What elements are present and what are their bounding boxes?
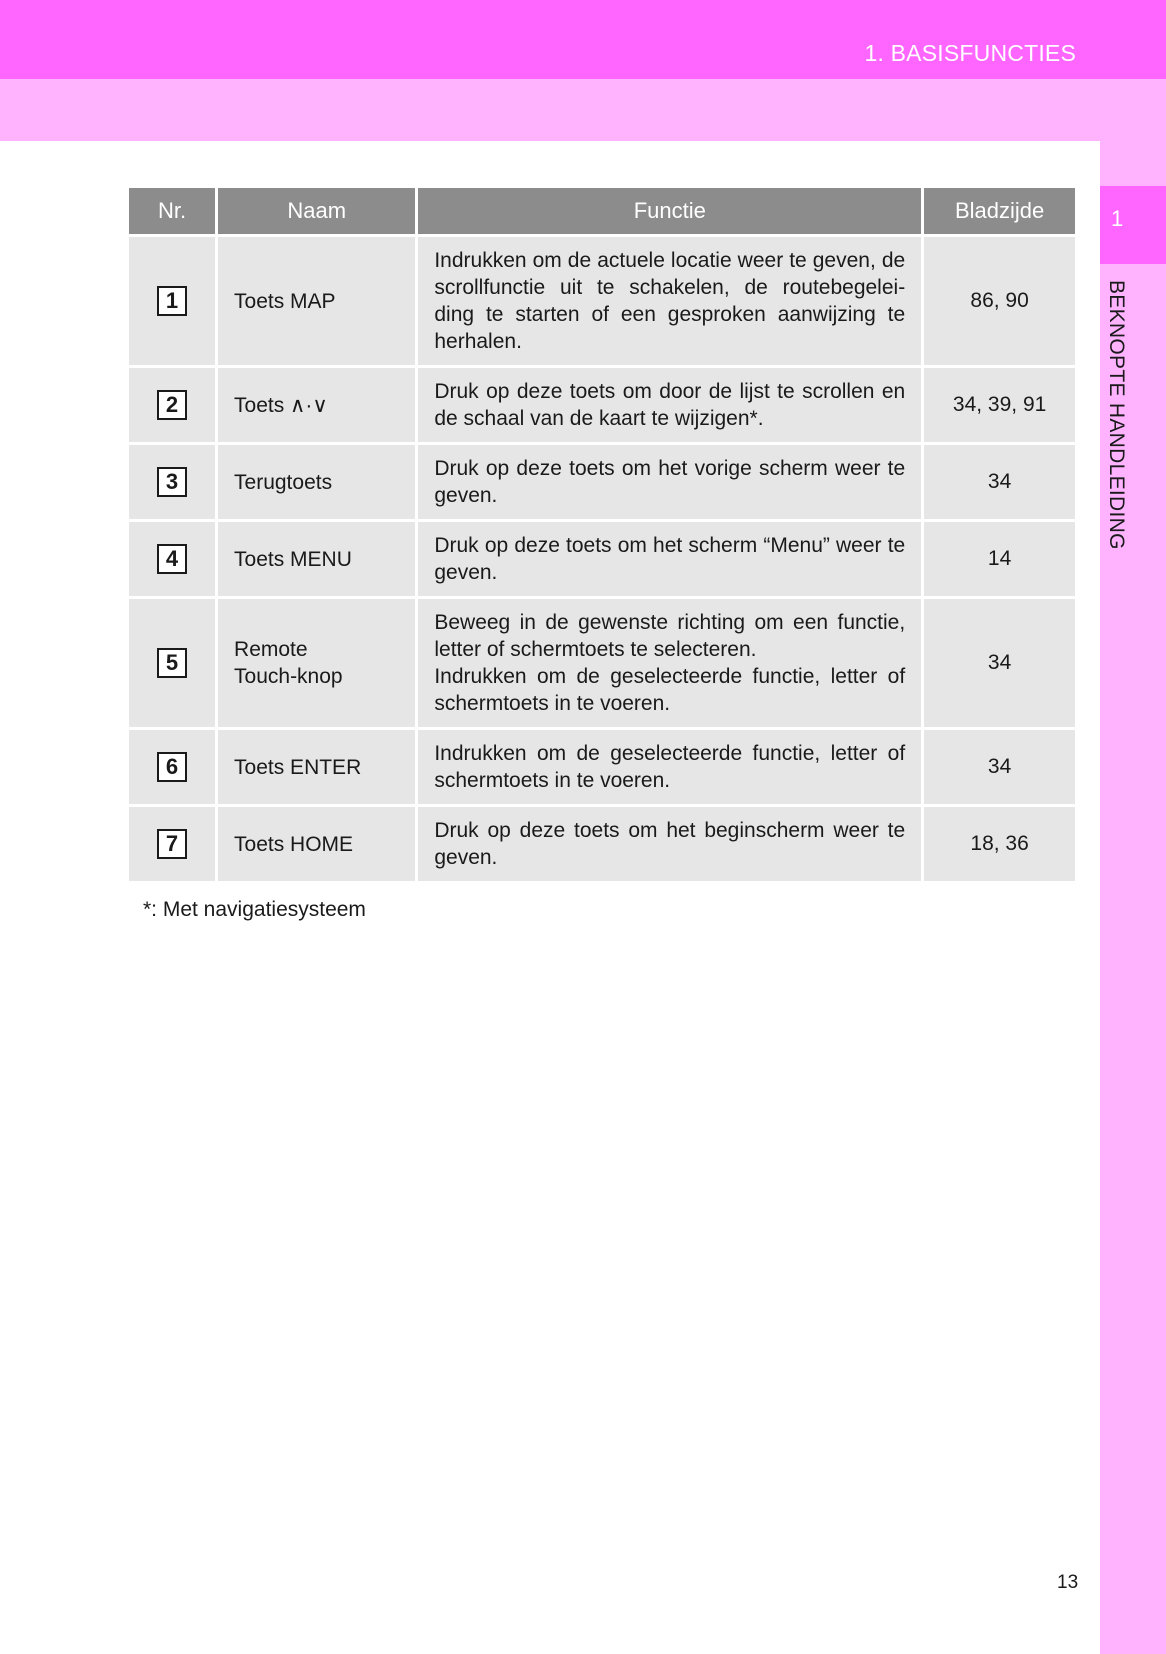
chapter-label: BEKNOPTE HANDLEIDING: [1105, 280, 1128, 550]
row-pages: 18, 36: [923, 806, 1077, 883]
table-row: [128, 521, 1077, 598]
table-row: [128, 236, 1077, 367]
table-row: [128, 598, 1077, 729]
row-number-cell: [128, 367, 217, 444]
row-function: Druk op deze toets om het vorige scherm weer te geven.: [417, 444, 923, 521]
row-number-cell: [128, 598, 217, 729]
row-pages: 86, 90: [923, 236, 1077, 367]
row-function: Druk op deze toets om het beginscherm weer te geven.: [417, 806, 923, 883]
row-name: Toets MENU: [217, 521, 417, 598]
row-number-cell: [128, 521, 217, 598]
table-row: [128, 729, 1077, 806]
row-pages: 34: [923, 729, 1077, 806]
chapter-number: 1: [1111, 206, 1124, 231]
row-function: Druk op deze toets om door de lijst te scrollen en de schaal van de kaart te wijzigen*.: [417, 367, 923, 444]
section-title: 1. BASISFUNCTIES: [864, 40, 1076, 66]
row-function: Druk op deze toets om het scherm “Menu” weer te geven.: [417, 521, 923, 598]
number-badge: 5: [157, 648, 187, 678]
row-name: Terugtoets: [217, 444, 417, 521]
row-function: Indrukken om de geselecteerde functie, letter of schermtoets in te voeren.: [417, 729, 923, 806]
table-row: [128, 444, 1077, 521]
number-badge: 1: [157, 286, 187, 316]
table-row: [128, 806, 1077, 883]
row-name: Toets ENTER: [217, 729, 417, 806]
header-pages: Bladzijde: [923, 187, 1077, 236]
row-name: Toets ∧·∨: [217, 367, 417, 444]
header-name: Naam: [217, 187, 417, 236]
function-table: [126, 185, 1078, 884]
chapter-tab: [1100, 186, 1166, 264]
page-number: 13: [1057, 1572, 1079, 1593]
header-function: Functie: [417, 187, 923, 236]
number-badge: 6: [157, 752, 187, 782]
table-header-row: [128, 187, 1077, 236]
number-badge: 3: [157, 467, 187, 497]
row-pages: 14: [923, 521, 1077, 598]
row-name: Toets MAP: [217, 236, 417, 367]
row-pages: 34: [923, 598, 1077, 729]
row-function: Beweeg in de gewenste richting om een functie, letter of schermtoets te selecteren. Indrukken om de geselecteerde functie, letter of schermtoets in te voeren.: [417, 598, 923, 729]
row-pages: 34: [923, 444, 1077, 521]
row-pages: 34, 39, 91: [923, 367, 1077, 444]
number-badge: 7: [157, 829, 187, 859]
row-name: Remote Touch-knop: [217, 598, 417, 729]
row-function: Indrukken om de actuele locatie weer te geven, de scrollfunctie uit te schakelen, de routebegelei- ding te starten of een gesproken aanwijzing te herhalen.: [417, 236, 923, 367]
row-number-cell: [128, 729, 217, 806]
row-name: Toets HOME: [217, 806, 417, 883]
row-number-cell: [128, 444, 217, 521]
number-badge: 4: [157, 544, 187, 574]
header-nr: Nr.: [128, 187, 217, 236]
table-row: [128, 367, 1077, 444]
header-sub-band: [0, 79, 1166, 141]
number-badge: 2: [157, 390, 187, 420]
row-number-cell: [128, 236, 217, 367]
row-number-cell: [128, 806, 217, 883]
footnote: *: Met navigatiesysteem: [143, 898, 366, 921]
